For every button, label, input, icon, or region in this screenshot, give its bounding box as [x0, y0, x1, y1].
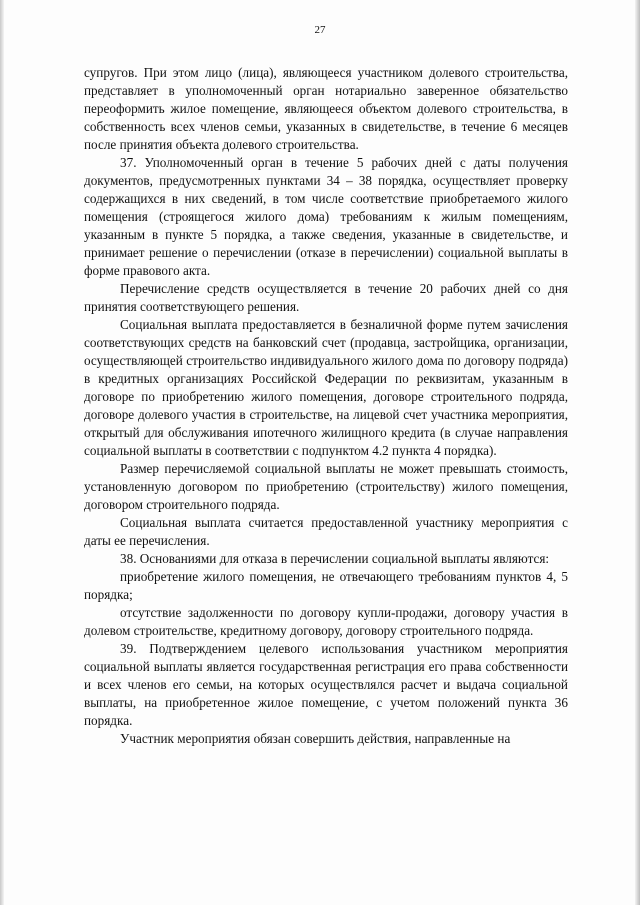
paragraph-item-38: 38. Основаниями для отказа в перечислении социальной выплаты являются: [120, 551, 550, 566]
paragraph-transfer-term: Перечисление средств осуществляется в течение 20 рабочих дней со дня принятия соответствующего решения. [84, 281, 568, 314]
scan-edge-right [635, 0, 640, 905]
scan-edge-left [0, 0, 4, 905]
document-body [84, 64, 568, 748]
paragraph-payment-provided: Социальная выплата считается предоставленной участнику мероприятия с даты ее перечисления. [84, 515, 568, 548]
paragraph-item-37: 37. Уполномоченный орган в течение 5 рабочих дней с даты получения документов, предусмотренных пунктами 34 – 38 порядка, осуществляет проверку содержащихся в них сведений, в том числе соответствие приобретаемого жилого помещения (строящегося жилого дома) требованиям к жилым помещениям, указанным в пункте 5 порядка, а также сведения, указанные в свидетельстве, и принимает решение о перечислении (отказе в перечислении) социальной выплаты в форме правового акта. [84, 155, 568, 278]
paragraph-payment-form: Социальная выплата предоставляется в безналичной форме путем зачисления соответствующих средств на банковский счет (продавца, застройщика, организации, осуществляющей строительство индивидуального жилого дома по договору подряда) в кредитных организациях Российской Федерации по реквизитам, указанным в договоре по приобретению жилого помещения, договоре строительного подряда, договоре долевого участия в строительстве, на лицевой счет участника мероприятия, открытый для обслуживания ипотечного жилищного кредита (в случае направления социальной выплаты в соответствии с подпунктом 4.2 пункта 4 порядка). [84, 317, 568, 458]
paragraph-refusal-reason-1: приобретение жилого помещения, не отвечающего требованиям пунктов 4, 5 порядка; [84, 569, 568, 602]
paragraph-continuation: супругов. При этом лицо (лица), являющееся участником долевого строительства, представляет в уполномоченный орган нотариально заверенное обязательство переоформить жилое помещение, являющееся объектом долевого строительства, в собственность всех членов семьи, указанных в свидетельстве, в течение 6 месяцев после принятия объекта долевого строительства. [84, 65, 568, 152]
paragraph-item-39: 39. Подтверждением целевого использования участником мероприятия социальной выплаты является государственная регистрация его права собственности и всех членов его семьи, на которых осуществлялся расчет и выдача социальной выплаты, на приобретенное жилое помещение, с учетом положений пункта 36 порядка. [84, 641, 568, 728]
page-number: 27 [314, 24, 326, 36]
paragraph-payment-limit: Размер перечисляемой социальной выплаты не может превышать стоимость, установленную договором по приобретению (строительству) жилого помещения, договором строительного подряда. [84, 461, 568, 512]
paragraph-participant-obligation: Участник мероприятия обязан совершить действия, направленные на [120, 731, 511, 746]
paragraph-refusal-reason-2: отсутствие задолженности по договору купли-продажи, договору участия в долевом строительстве, кредитному договору, договору строительного подряда. [84, 605, 568, 638]
